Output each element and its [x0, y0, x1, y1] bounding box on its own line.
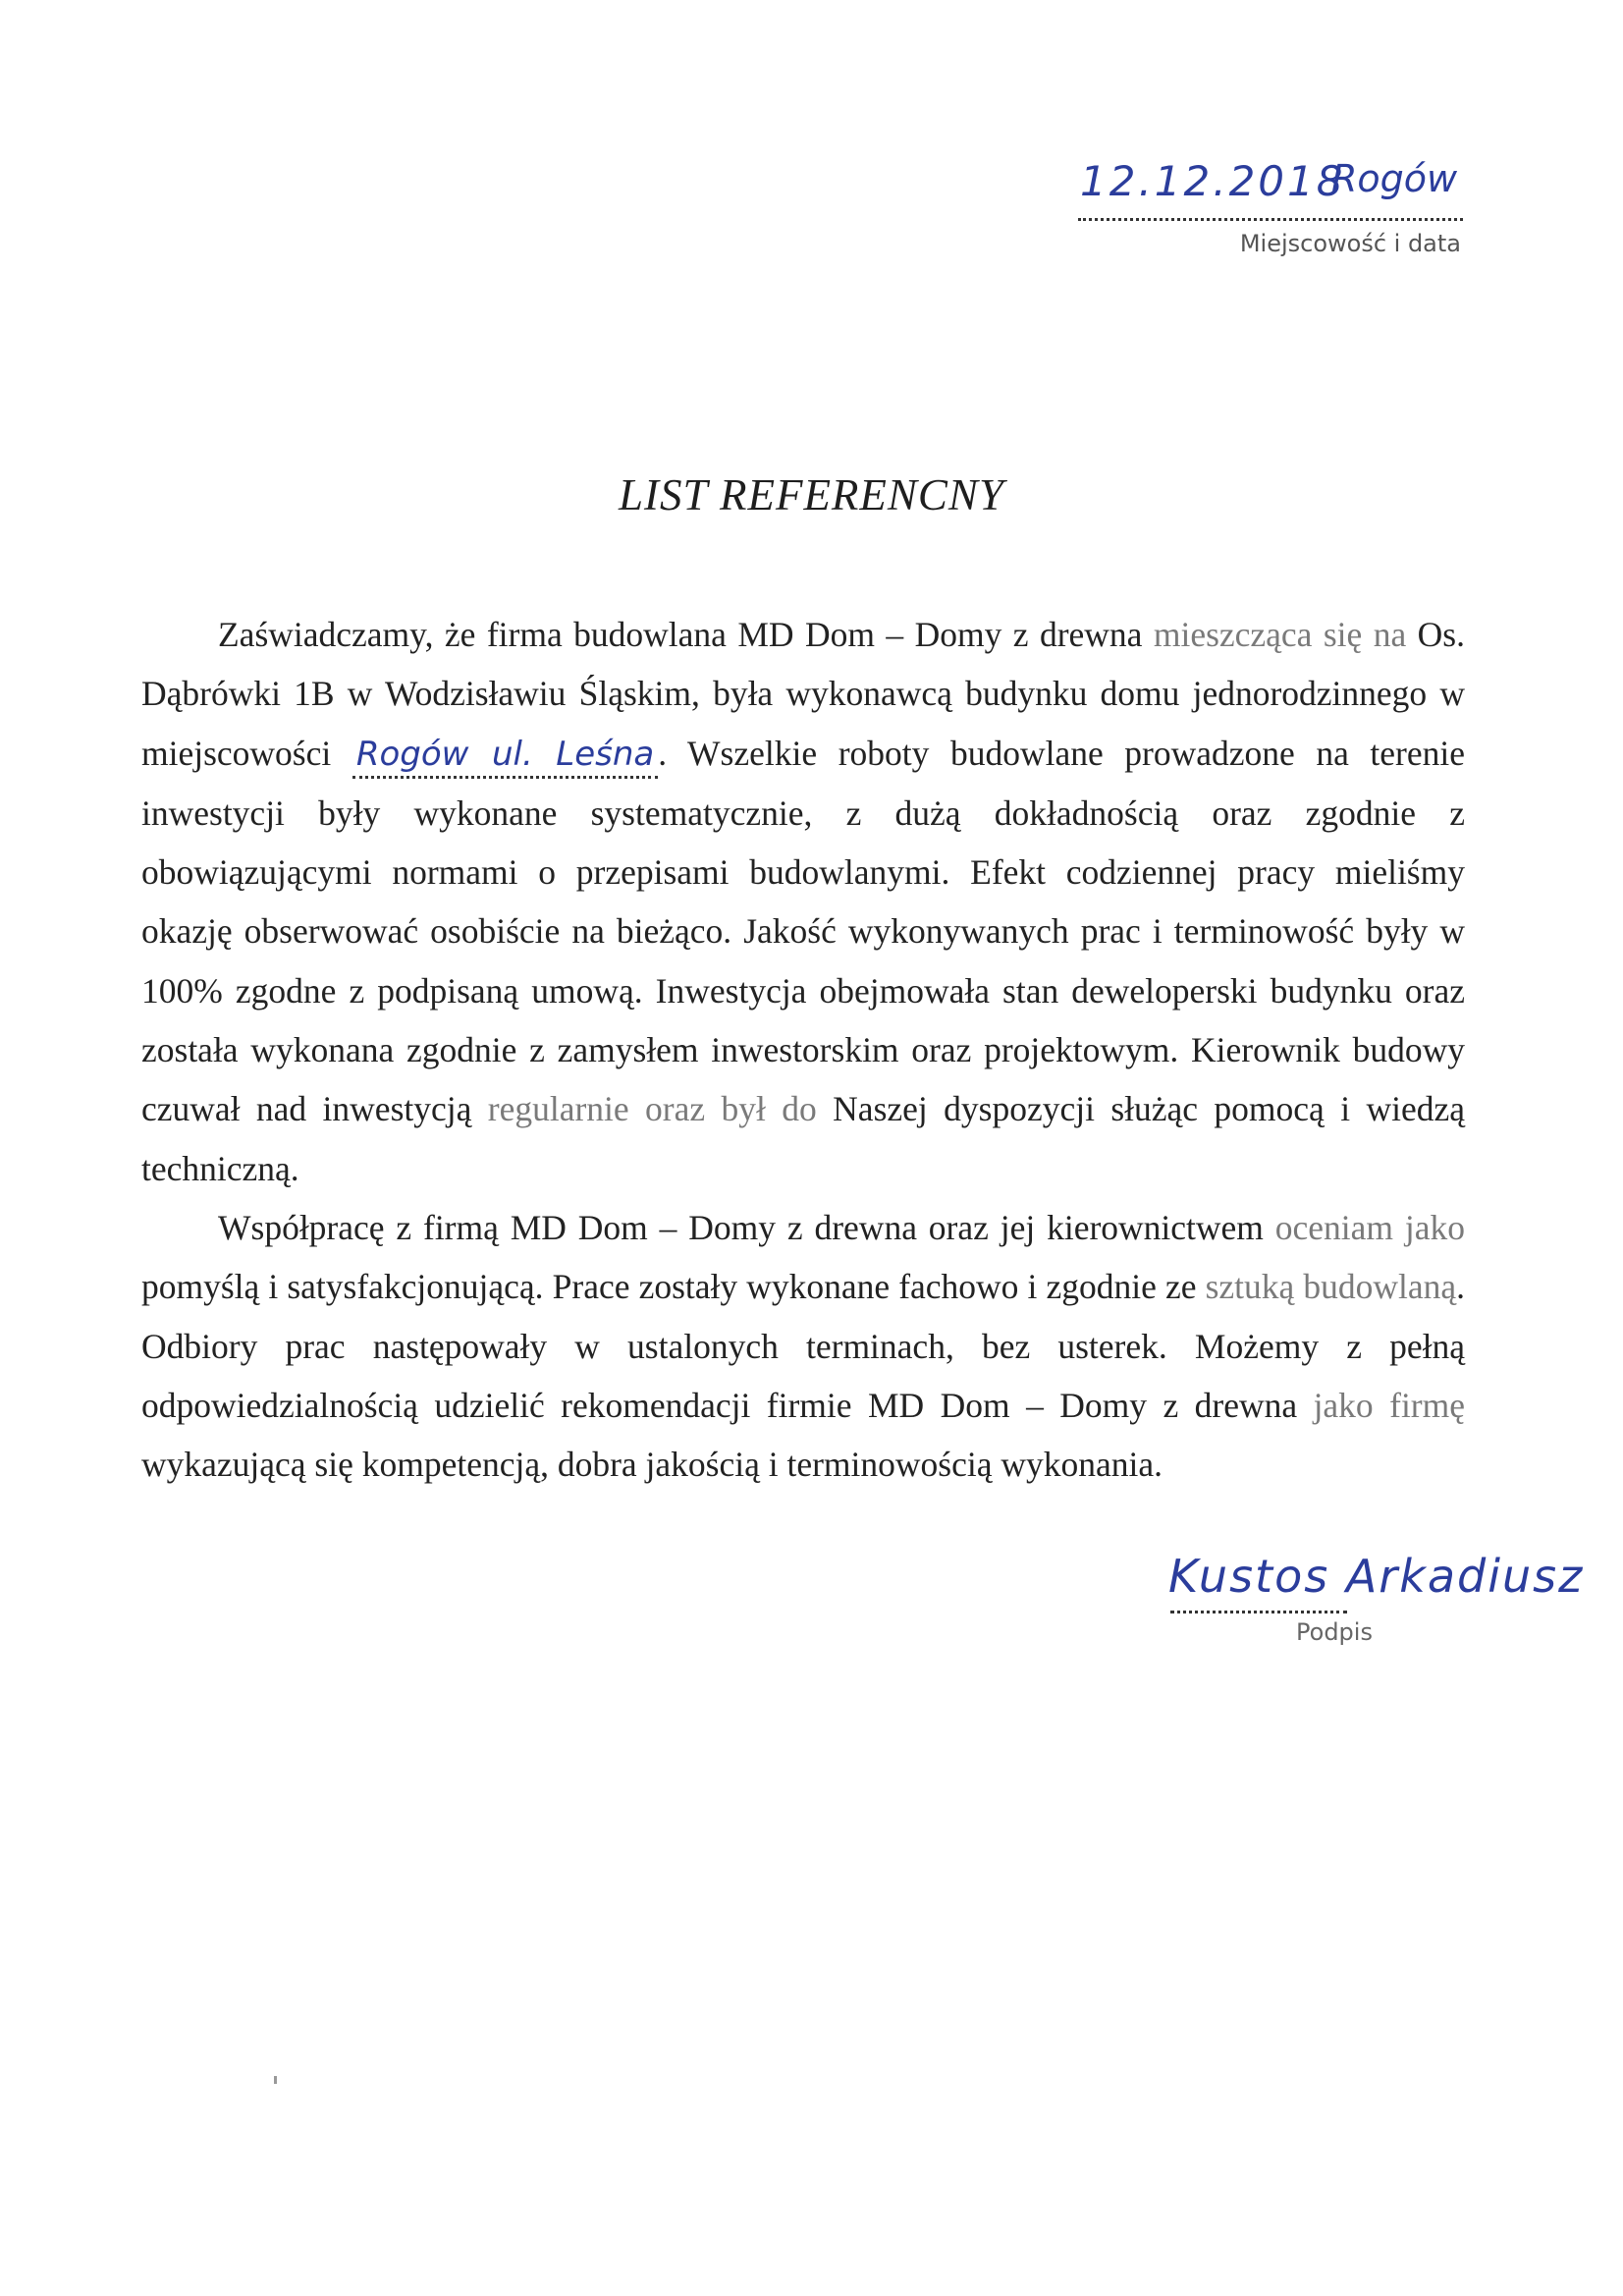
place-date-block [1078, 147, 1471, 265]
handwritten-location: Rogów ul. Leśna [352, 735, 658, 779]
signature-caption: Podpis [1296, 1618, 1373, 1646]
handwritten-signature: Kustos Arkadiusz [1168, 1550, 1585, 1603]
paragraph-2-text-d: wykazującą się kompetencją, dobra jakością i terminowością wykonania. [141, 1445, 1163, 1485]
paragraph-1-text-c: . Wszelkie roboty budowlane prowadzone na terenie inwestycji były wykonane systematycznie, z dużą dokładnością oraz zgodnie z obowiązującymi normami o przepisami budowlanymi. Efekt codziennej pracy mieliśmy okazję obserwować osobiście na bieżąco. Jakość wykonywanych prac i terminowość były w 100% zgodne z podpisaną umową. Inwestycja obejmowała stan deweloperski budynku oraz została wykonana zgodnie z zamysłem inwestorskim oraz projektowym. Kierownik budowy czuwał nad inwestycją [141, 733, 1465, 1129]
paragraph-1-text-a: Zaświadczamy, że firma budowlana MD Dom – Domy z drewna [218, 615, 1154, 654]
paragraph-1-text-d: Naszej dyspozycji służąc pomocą i wiedzą techniczną. [141, 1089, 1465, 1188]
date-dotted-line [1078, 218, 1463, 221]
paragraph-2-text-c: . Odbiory prac następowały w ustalonych terminach, bez usterek. Możemy z pełną odpowiedzialnością udzielić rekomendacji firmie MD Dom – Domy z drewna [141, 1267, 1465, 1425]
paragraph-1-text-faded-a: mieszcząca się na [1153, 615, 1407, 654]
signature-block [1166, 1550, 1585, 1658]
handwritten-date: 12.12.2018 [1080, 157, 1346, 205]
paragraph-2-text-faded-a: oceniam jako [1274, 1207, 1465, 1247]
paragraph-2 [141, 1198, 1465, 1494]
paragraph-2-text-b: pomyślą i satysfakcjonującą. Prace zostały wykonane fachowo i zgodnie ze [141, 1267, 1206, 1307]
handwritten-place: Rogów [1331, 157, 1458, 200]
paragraph-1-text-b: Os. Dąbrówki 1B w Wodzisławiu Śląskim, była wykonawcą budynku domu jednorodzinnego w miejscowości [141, 615, 1465, 773]
paragraph-2-text-faded-b: sztuką budowlaną [1205, 1267, 1457, 1307]
scan-speck [274, 2076, 277, 2084]
paragraph-1 [141, 605, 1465, 1198]
letter-body [141, 605, 1465, 1494]
paragraph-2-text-faded-c: jako firmę [1313, 1385, 1465, 1425]
signature-dotted-line [1170, 1611, 1347, 1613]
place-date-caption: Miejscowość i data [1239, 230, 1461, 257]
paragraph-1-text-faded-b: regularnie oraz był do [487, 1089, 817, 1129]
paragraph-2-text-a: Współpracę z firmą MD Dom – Domy z drewna oraz jej kierownictwem [218, 1207, 1275, 1247]
letter-title: LIST REFERENCNY [619, 470, 1004, 519]
